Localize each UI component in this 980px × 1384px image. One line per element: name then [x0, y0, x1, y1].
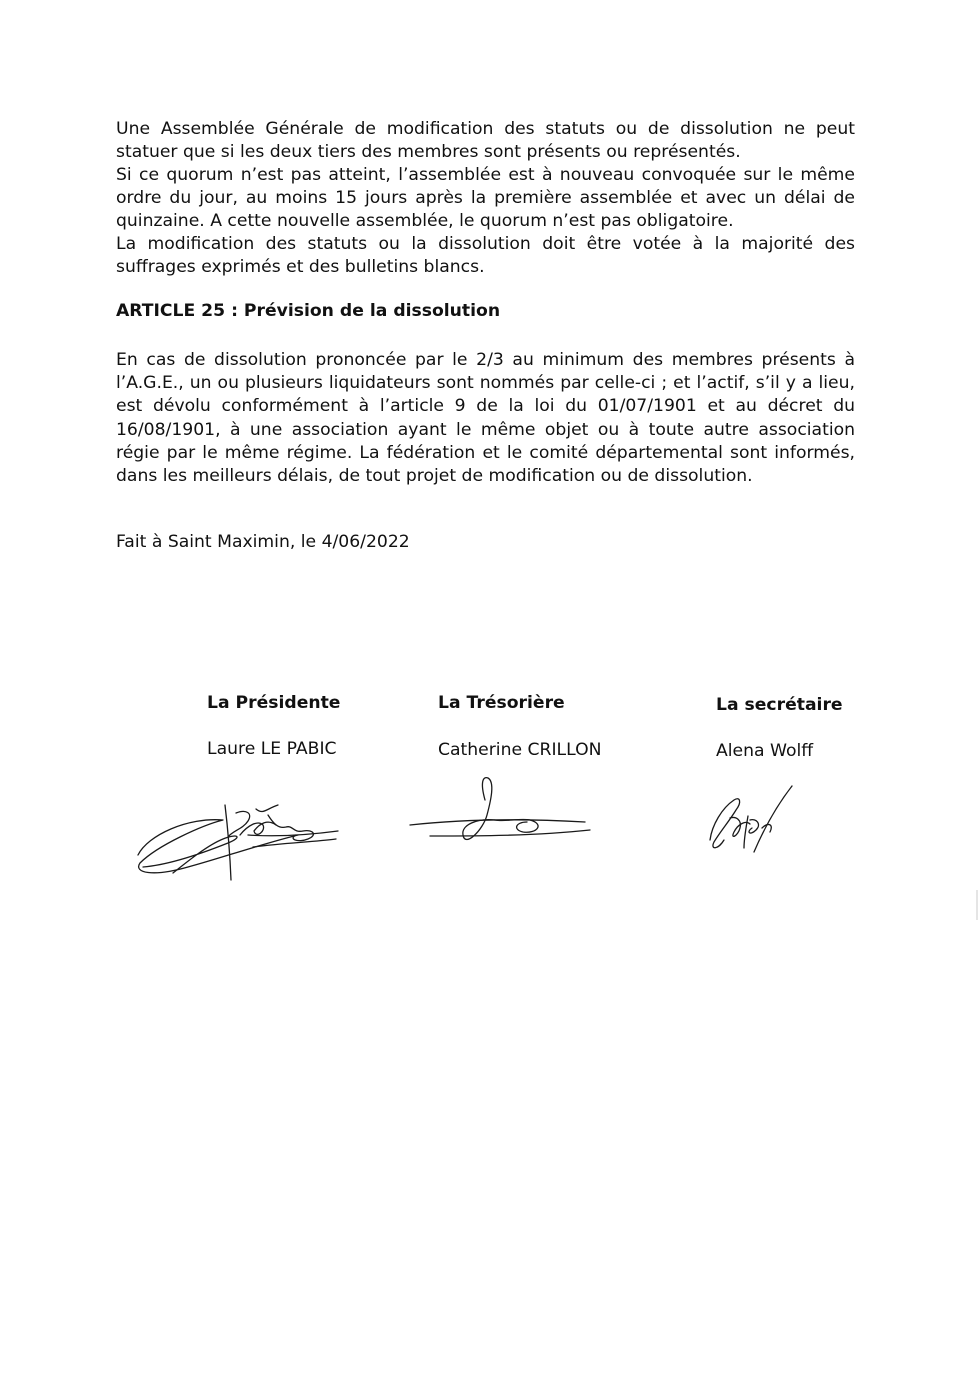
signatory-role-secretary: La secrétaire	[716, 695, 843, 715]
signatory-role-treasurer: La Trésorière	[438, 693, 565, 713]
signatory-name-president: Laure LE PABIC	[207, 739, 337, 759]
signatory-role-president: La Présidente	[207, 693, 341, 713]
article-heading: ARTICLE 25 : Prévision de la dissolution	[116, 301, 501, 321]
paragraph-dissolution: En cas de dissolution prononcée par le 2/3 au minimum des membres présents à l’A.G.E., un ou plusieurs liquidateurs sont nommés par celle-ci ; et l’actif, s’il y a lieu, est dévolu conformément à l’article 9 de la loi du 01/07/1901 et au décret du 16/08/1901, à une association ayant le même objet ou à toute autre association régie par le même régime. La fédération et le comité départemental sont informés, dans les meilleurs délais, de tout projet de modification ou de dissolution.	[116, 350, 855, 487]
signatory-name-treasurer: Catherine CRILLON	[438, 740, 602, 760]
place-date-line: Fait à Saint Maximin, le 4/06/2022	[116, 532, 410, 552]
paragraph-second-assembly: Si ce quorum n’est pas atteint, l’assemblée est à nouveau convoquée sur le même ordre du jour, au moins 15 jours après la première assemblée et avec un délai de quinzaine. A cette nouvelle assemblée, le quorum n’est pas obligatoire.	[116, 165, 855, 232]
paragraph-vote-majority: La modification des statuts ou la dissolution doit être votée à la majorité des suffrages exprimés et des bulletins blancs.	[116, 234, 855, 278]
signature-treasurer	[405, 770, 595, 855]
scan-edge-mark	[976, 890, 978, 920]
paragraph-quorum-requirement: Une Assemblée Générale de modification des statuts ou de dissolution ne peut statuer que si les deux tiers des membres sont présents ou représentés.	[116, 119, 855, 163]
signature-secretary	[700, 780, 800, 860]
signature-president	[128, 795, 343, 885]
signatory-name-secretary: Alena Wolff	[716, 741, 814, 761]
